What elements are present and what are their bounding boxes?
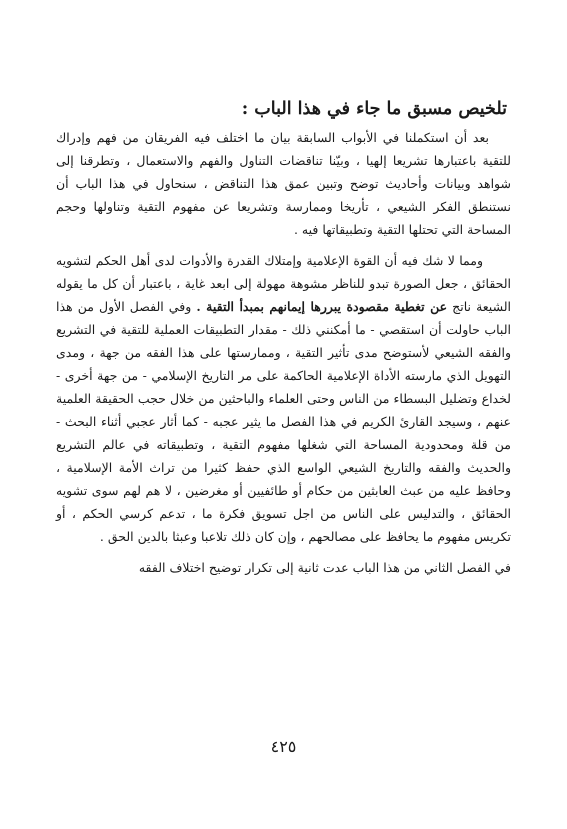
page-number: ٤٢٥ (270, 737, 297, 756)
section-heading: تلخيص مسبق ما جاء في هذا الباب : (241, 99, 507, 119)
paragraph-2-part-a: ومما لا شك فيه أن القوة الإعلامية وإمتلاك القدرة والأدوات لدى أهل الحكم لتشويه الحقائق ، جعل الصورة تبدو للناظر مشوهة مهولة إلى ابعد غاية ، باعتبار أن كل ما يقوله الشيعة ناتج (56, 253, 512, 314)
paragraph-2 (56, 249, 511, 548)
paragraph-1: بعد أن استكملنا في الأبواب السابقة بيان ما اختلف فيه الفريقان من فهم وإدراك للتقية باعتبارها تشريعا إلهيا ، وبيّنا تناقضات التناول والفهم والاستعمال ، وتطرقنا إلى شواهد وبيانات وأحاديث توضح وتبين عمق هذا التناقض ، سنحاول في هذا الباب أن نستنطق الفكر الشيعي ، تأريخا وممارسة وتشريعا عن مفهوم التقية وتناولها وحجم المساحة التي تحتلها التقية وتطبيقاتها فيه . (56, 130, 511, 237)
page-text (56, 96, 511, 579)
paragraph-2-bold-phrase: عن تغطية مقصودة يبررها إيمانهم بمبدأ التقية . (196, 299, 448, 314)
paragraph-2-part-b: وفي الفصل الأول من هذا الباب حاولت أن استقصي - ما أمكنني ذلك - مقدار التطبيقات العملية للتقية في التشريع والفقه الشيعي لأستوضح مدى تأثير التقية ، وممارستها على هذا الفقه من جهة ، ومدى التهويل الذي مارسته الأداة الإعلامية الحاكمة على مر التاريخ الإسلامي - من جهة أخرى - لخداع وتضليل البسطاء من الناس وحتى العلماء والباحثين من خلال حجب الحقيقة العلمية عنهم ، وسيجد القارئ الكريم في هذا الفصل ما يثير عجبه - كما أثار عجبي أثناء البحث - من قلة ومحدودية المساحة التي شغلها مفهوم التقية ، وتطبيقاته في عالم التشريع والحديث والفقه والتاريخ الشيعي الواسع الذي حفظ كثيرا من تراث الأمة الإسلامية ، وحافظ عليه من عبث العابثين من حكام أو طائفيين أو مغرضين ، لا هم لهم سوى تشويه الحقائق ، والتدليس على الناس من اجل تسويق فكرة ما ، تدعم كرسي الحكم ، أو تكريس مفهوم ما يحافظ على مصالحهم ، وإن كان ذلك تلاعبا وعبثا بالدين الحق . (56, 299, 511, 544)
paragraph-3: في الفصل الثاني من هذا الباب عدت ثانية إلى تكرار توضيح اختلاف الفقه (138, 560, 511, 575)
